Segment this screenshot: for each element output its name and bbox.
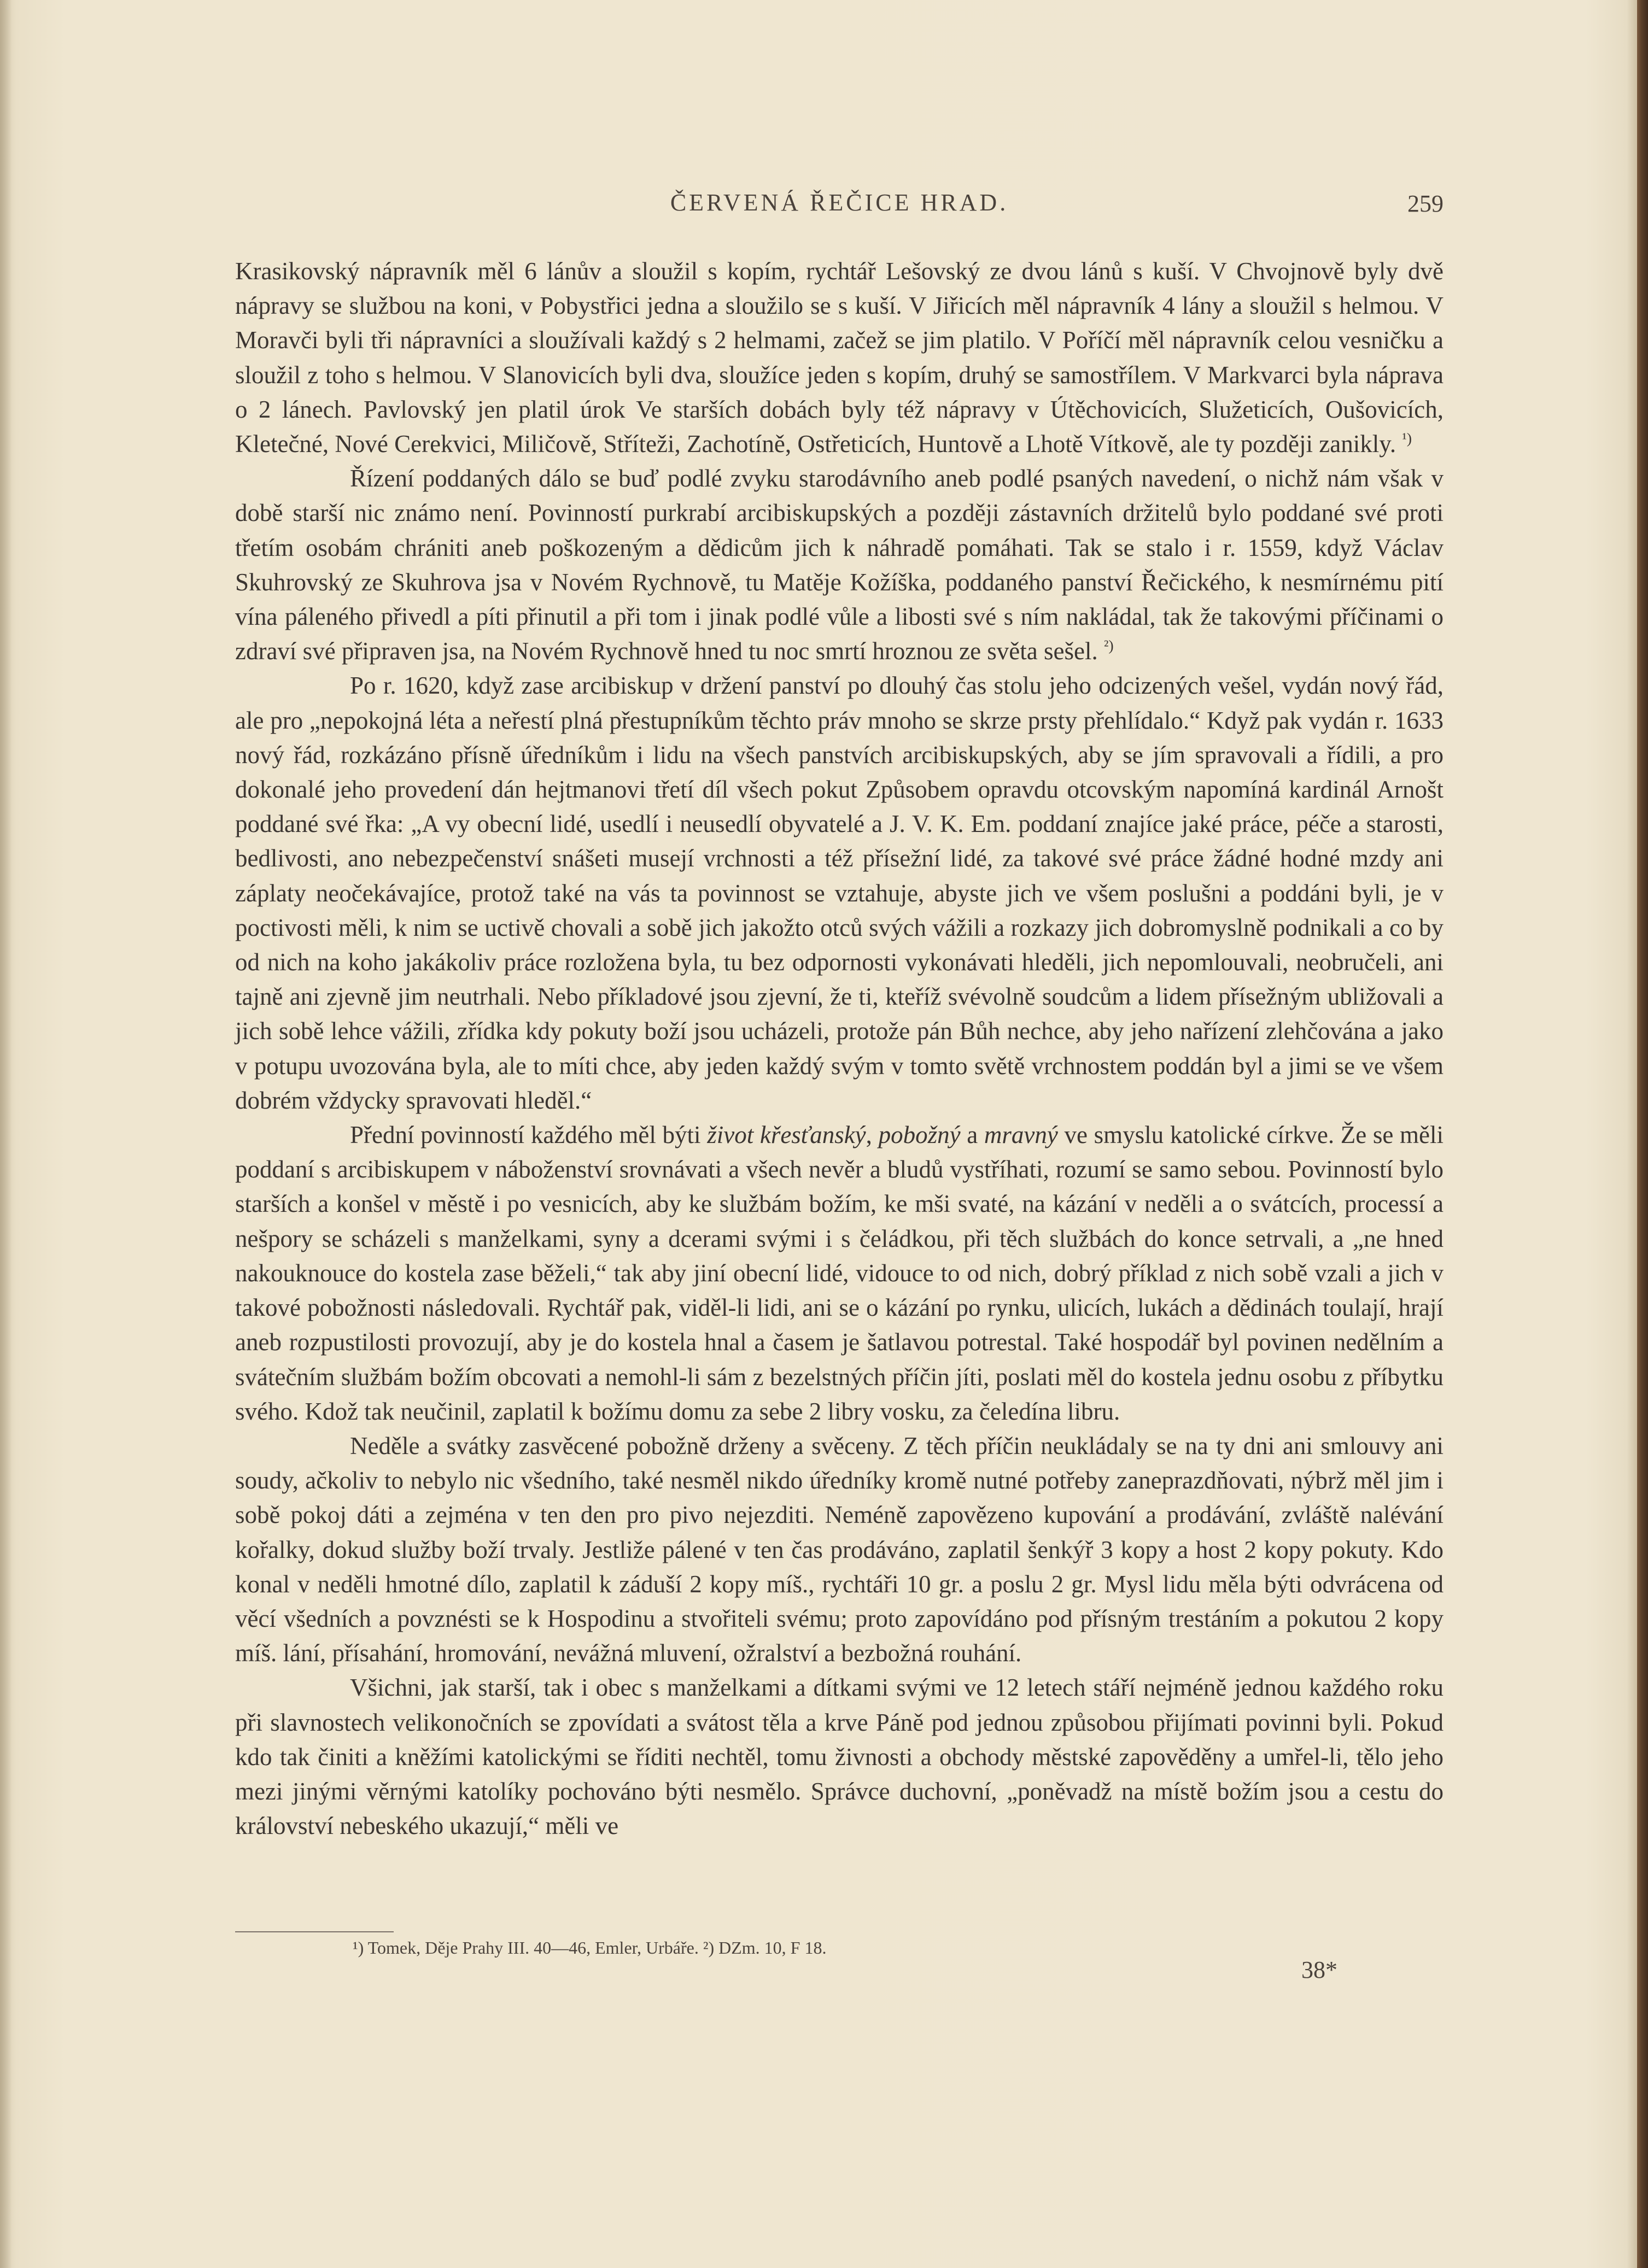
- paragraph-3: Po r. 1620, když zase arcibiskup v držení panství po dlouhý čas stolu jeho odcizených vešel, vydán nový řád, ale pro „nepokojná léta a neřestí plná přestupníkům těchto práv mnoho se skrze prsty přehlídalo.“ Když pak vydán r. 1633 nový řád, rozkázáno přísně úředníkům i lidu na všech panstvích arcibiskupských, aby se jím spravovali a řídili, a pro dokonalé jeho provedení dán hejtmanovi třetí díl všech pokut Způsobem opravdu otcovským napomíná kardinál Arnošt poddané své řka: „A vy obecní lidé, usedlí i neusedlí obyvatelé a J. V. K. Em. poddaní znajíce jaké práce, péče a starosti, bedlivosti, ano nebezpečenství snášeti musejí vrchnosti a též přísežní lidé, za takové své práce žádné hodné mzdy ani záplaty neočekávajíce, protož také na vás ta povinnost se vztahuje, abyste jich ve všem poslušni a poddáni byli, je v poctivosti měli, k nim se uctivě chovali a sobě jich jakožto otců svých vážili a rozkazy jich dobromyslně podnikali a co by od nich na koho jakákoliv práce rozložena byla, tu bez odpornosti vykonávati hleděli, jich nepomlouvali, neobručeli, ani tajně ani zjevně jim neutrhali. Nebo příkladové jsou zjevní, že ti, kteříž svévolně soudcům a lidem přísežným ubližovali a jich sobě lehce vážili, zřídka kdy pokuty boží jsou ucházeli, protože pán Bůh nechce, aby jeho nařízení zlehčována a jako v potupu uvozována byla, ale to míti chce, aby jeden každý svým v tomto světě vrchnostem poddán byl a jimi se ve všem dobrém vždycky spravovati hleděl.“: [235, 672, 1444, 1114]
- paragraph-4: [235, 1118, 1444, 1429]
- paragraph-4-sep-2: a: [960, 1121, 984, 1149]
- running-header: [235, 189, 1444, 227]
- emphasis-pious: pobožný: [878, 1121, 961, 1149]
- footnote-ref-1: ¹): [1402, 430, 1412, 448]
- footnotes: ¹) Tomek, Děje Prahy III. 40—46, Emler, Urbáře. ²) DZm. 10, F 18.: [353, 1938, 827, 1958]
- emphasis-christian-life: život křesťanský: [707, 1121, 866, 1149]
- paragraph-5: Neděle a svátky zasvěcené pobožně drženy a svěceny. Z těch příčin neukládaly se na ty dni ani smlouvy ani soudy, ačkoliv to nebylo nic všedního, také nesměl nikdo úředníky kromě nutné potřeby zaneprazdňovati, nýbrž měl jim i sobě pokoj dáti a zejména v ten den pro pivo nejezditi. Neméně zapovězeno kupování a prodávání, zvláště nalévání kořalky, dokud služby boží trvaly. Jestliže pálené v ten čas prodáváno, zaplatil šenkýř 3 kopy a host 2 kopy pokuty. Kdo konal v neděli hmotné dílo, zaplatil k záduší 2 kopy míš., rychtáři 10 gr. a poslu 2 gr. Mysl lidu měla býti odvrácena od věcí všedních a povznésti se k Hospodinu a stvořiteli svému; proto zapovídáno pod přísným trestáním a pokutou 2 kopy míš. lání, přísahání, hromování, nevážná mluvení, ožralství a bezbožná rouhání.: [235, 1432, 1444, 1667]
- footnote-divider: [235, 1931, 394, 1932]
- footnote-ref-2: ²): [1103, 637, 1114, 655]
- running-title: ČERVENÁ ŘEČICE HRAD.: [670, 189, 1009, 216]
- signature-mark: 38*: [1301, 1956, 1337, 1983]
- paragraph-1-text: Krasikovský nápravník měl 6 lánův a sloužil s kopím, rychtář Lešovský ze dvou lánů s kuší. V Chvojnově byly dvě nápravy se službou na koni, v Pobystřici jedna a sloužilo se s kuší. V Jiřicích měl nápravník 4 lány a sloužil s helmou. V Moravči byli tři nápravníci a sloužívali každý s 2 helmami, začež se jim platilo. V Poříčí měl nápravník celou vesničku a sloužil z toho s helmou. V Slanovicích byli dva, sloužíce jeden s kopím, druhý se samostřílem. V Markvarci byla náprava o 2 lánech. Pavlovský jen platil úrok Ve starších dobách byly též nápravy v Útěchovicích, Služeticích, Oušovicích, Kletečné, Nové Cerekvici, Miličově, Stříteži, Zachotíně, Ostřeticích, Huntově a Lhotě Vítkově, ale ty později zanikly.: [235, 257, 1444, 458]
- book-binding-edge: [1637, 0, 1648, 2268]
- emphasis-moral: mravný: [984, 1121, 1058, 1149]
- gutter-shadow: [0, 0, 12, 2268]
- page-number: 259: [1407, 190, 1444, 217]
- paragraph-4-rest: ve smyslu katolické církve. Že se měli poddaní s arcibiskupem v náboženství srovnávati a všech nevěr a bludů vystříhati, rozumí se samo sebou. Povinností bylo starších a konšel v městě i po vesnicích, aby ke službám božím, ke mši svaté, na kázání v neděli a o svátcích, processí a nešpory se scházeli s manželkami, syny a dcerami svými i s čeládkou, při těch službách do konce setrvali, a „ne hned nakouknouce do kostela zase běželi,“ tak aby jiní obecní lidé, vidouce to od nich, dobrý příklad z nich sobě vzali a jich v takové pobožnosti následovali. Rychtář pak, viděl-li lidi, ani se o kázání po rynku, ulicích, lukách a dědinách toulají, hrají aneb rozpustilosti provozují, aby je do kostela hnal a časem je šatlavou potrestal. Také hospodář byl povinen nedělním a svátečním službám božím obcovati a nemohl-li sám z bezelstných příčin jíti, poslati měl do kostela jednu osobu z příbytku svého. Kdož tak neučinil, zaplatil k božímu domu za sebe 2 libry vosku, za čeledína libru.: [235, 1121, 1444, 1425]
- paragraph-2-text: Řízení poddaných dálo se buď podlé zvyku starodávního aneb podlé psaných navedení, o nichž nám však v době starší nic známo není. Povinností purkrabí arcibiskupských a později zástavních držitelů bylo poddané své proti třetím osobám chrániti aneb poškozeným a dědicům jich k náhradě pomáhati. Tak se stalo i r. 1559, když Václav Skuhrovský ze Skuhrova jsa v Novém Rychnově, tu Matěje Kožíška, poddaného panství Řečického, k nesmírnému pití vína páleného přivedl a píti přinutil a při tom i jinak podlé vůle a libosti své s ním nakládal, tak že takovými příčinami o zdraví své připraven jsa, na Novém Rychnově hned tu noc smrtí hroznou ze světa sešel.: [235, 465, 1444, 665]
- paragraph-4-lead: Přední povinností každého měl býti: [350, 1121, 708, 1149]
- paragraph-6: Všichni, jak starší, tak i obec s manželkami a dítkami svými ve 12 letech stáří nejméně jednou každého roku při slavnostech velikonočních se zpovídati a svátost těla a krve Páně pod jednou způsobou přijímati povinni byli. Pokud kdo tak činiti a kněžími katolickými se říditi nechtěl, tomu živnosti a obchody městské zapověděny a umřel-li, tělo jeho mezi jinými věrnými katolíky pochováno býti nesmělo. Správce duchovní, „poněvadž na místě božím jsou a cestu do království nebeského ukazují,“ měli ve: [235, 1674, 1444, 1840]
- paragraph-4-sep-1: ,: [866, 1121, 879, 1149]
- paragraph-2: [235, 461, 1444, 669]
- paragraph-1: [235, 254, 1444, 461]
- body-text: [235, 254, 1444, 1843]
